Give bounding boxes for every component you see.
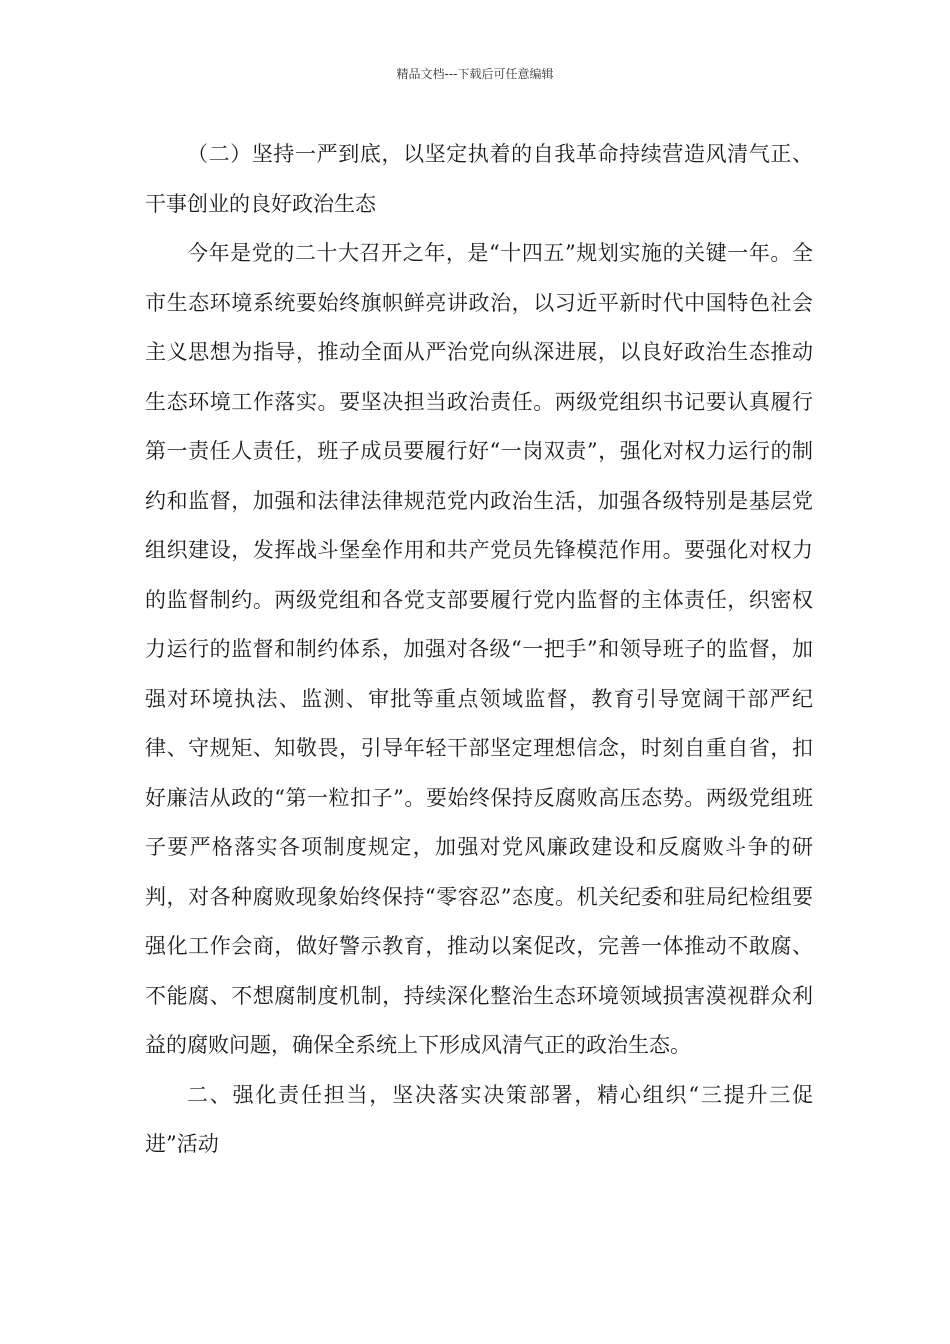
body-paragraph: 今年是党的二十大召开之年，是“十四五”规划实施的关键一年。全市生态环境系统要始终旗帜鲜亮讲政治，以习近平新时代中国特色社会主义思想为指导，推动全面从严治党向纵深进展，以良好政治生态推动生态环境工作落实。要坚决担当政治责任。两级党组织书记要认真履行第一责任人责任，班子成员要履行好“一岗双责”，强化对权力运行的制约和监督，加强和法律法律规范党内政治生活，加强各级特别是基层党组织建设，发挥战斗堡垒作用和共产党员先锋模范作用。要强化对权力的监督制约。两级党组和各党支部要履行党内监督的主体责任，织密权力运行的监督和制约体系，加强对各级“一把手”和领导班子的监督，加强对环境执法、监测、审批等重点领域监督，教育引导宽阔干部严纪律、守规矩、知敬畏，引导年轻干部坚定理想信念，时刻自重自省，扣好廉洁从政的“第一粒扣子”。要始终保持反腐败高压态势。两级党组班子要严格落实各项制度规定，加强对党风廉政建设和反腐败斗争的研判，对各种腐败现象始终保持“零容忍”态度。机关纪委和驻局纪检组要强化工作会商，做好警示教育，推动以案促改，完善一体推动不敢腐、不能腐、不想腐制度机制，持续深化整治生态环境领域损害漠视群众利益的腐败问题，确保全系统上下形成风清气正的政治生态。 — [145, 241, 813, 1057]
document-body — [145, 130, 813, 1170]
section-heading: 二、强化责任担当，坚决落实决策部署，精心组织“三提升三促进”活动 — [145, 1082, 813, 1156]
section-heading: （二）坚持一严到底，以坚定执着的自我革命持续营造风清气正、干事创业的良好政治生态 — [145, 142, 813, 216]
page-header: 精品文档---下载后可任意编辑 — [396, 67, 554, 81]
